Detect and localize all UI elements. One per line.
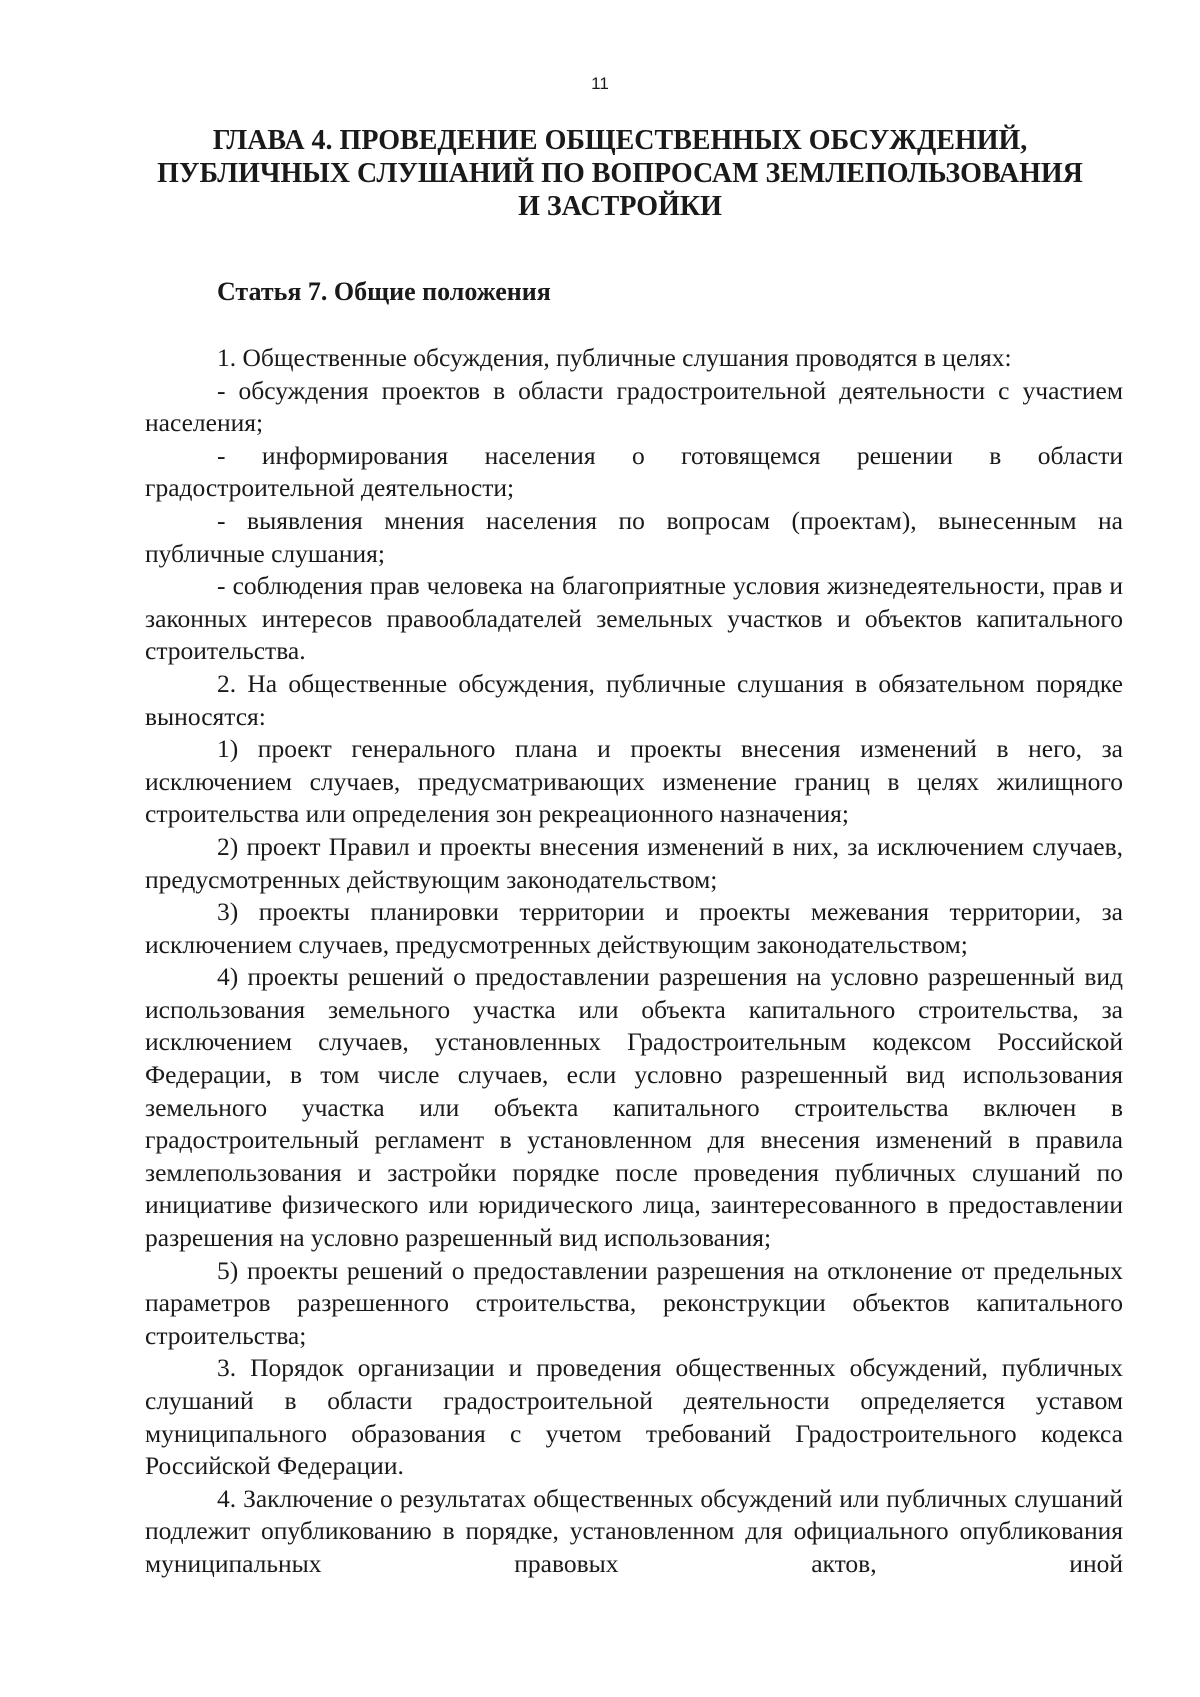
page-number: 11 <box>591 74 609 93</box>
paragraph-item-4: 4. Заключение о результатах общественных обсуждений или публичных слушаний подлежит опубликованию в порядке, установленном для официального опубликования муниципальных правовых актов, иной <box>145 1483 1123 1578</box>
article-body <box>145 342 1123 1581</box>
paragraph-subitem-1: 1) проект генерального плана и проекты внесения изменений в него, за исключением случаев, предусматривающих изменение границ в целях жилищного строительства или определения зон рекреационного назначения; <box>145 734 1123 829</box>
paragraph-purpose-discussion: - обсуждения проектов в области градостроительной деятельности с участием населения; <box>145 375 1123 438</box>
chapter-title <box>140 124 1100 223</box>
paragraph-purpose-opinion: - выявления мнения населения по вопросам (проектам), вынесенным на публичные слушания; <box>145 505 1123 568</box>
paragraph-subitem-3: 3) проекты планировки территории и проекты межевания территории, за исключением случаев, предусмотренных действующим законодательством; <box>145 897 1123 959</box>
chapter-title-line: ГЛАВА 4. ПРОВЕДЕНИЕ ОБЩЕСТВЕННЫХ ОБСУЖДЕНИЙ, <box>212 125 1028 156</box>
paragraph-subitem-4: 4) проекты решений о предоставлении разрешения на условно разрешенный вид использования земельного участка или объекта капитального строительства, за исключением случаев, установленных Градостроительным кодексом Российской Федерации, в том числе случаев, если условно разрешенный вид использования земельного участка или объекта капитального строительства включен в градостроительный регламент в установленном для внесения изменений в правила землепользования и застройки порядке после проведения публичных слушаний по инициативе физического или юридического лица, заинтересованного в предоставлении разрешения на условно разрешенный вид использования; <box>145 962 1123 1253</box>
paragraph-item-2: 2. На общественные обсуждения, публичные слушания в обязательном порядке выносятся: <box>145 668 1123 731</box>
chapter-title-line: ПУБЛИЧНЫХ СЛУШАНИЙ ПО ВОПРОСАМ ЗЕМЛЕПОЛЬЗОВАНИЯ <box>157 158 1083 189</box>
paragraph-item-1: 1. Общественные обсуждения, публичные слушания проводятся в целях: <box>217 343 1012 372</box>
paragraph-item-3: 3. Порядок организации и проведения общественных обсуждений, публичных слушаний в области градостроительной деятельности определяется уставом муниципального образования с учетом требований Градостроительного кодекса Российской Федерации. <box>145 1353 1123 1481</box>
paragraph-purpose-rights: - соблюдения прав человека на благоприятные условия жизнедеятельности, прав и законных интересов правообладателей земельных участков и объектов капитального строительства. <box>145 571 1123 666</box>
article-heading: Статья 7. Общие положения <box>217 277 551 306</box>
paragraph-subitem-2: 2) проект Правил и проекты внесения изменений в них, за исключением случаев, предусмотренных действующим законодательством; <box>145 831 1123 894</box>
paragraph-purpose-information: - информирования населения о готовящемся решении в области градостроительной деятельности; <box>145 440 1123 503</box>
chapter-title-line: И ЗАСТРОЙКИ <box>518 191 722 222</box>
paragraph-subitem-5: 5) проекты решений о предоставлении разрешения на отклонение от предельных параметров разрешенного строительства, реконструкции объектов капитального строительства; <box>145 1255 1123 1350</box>
